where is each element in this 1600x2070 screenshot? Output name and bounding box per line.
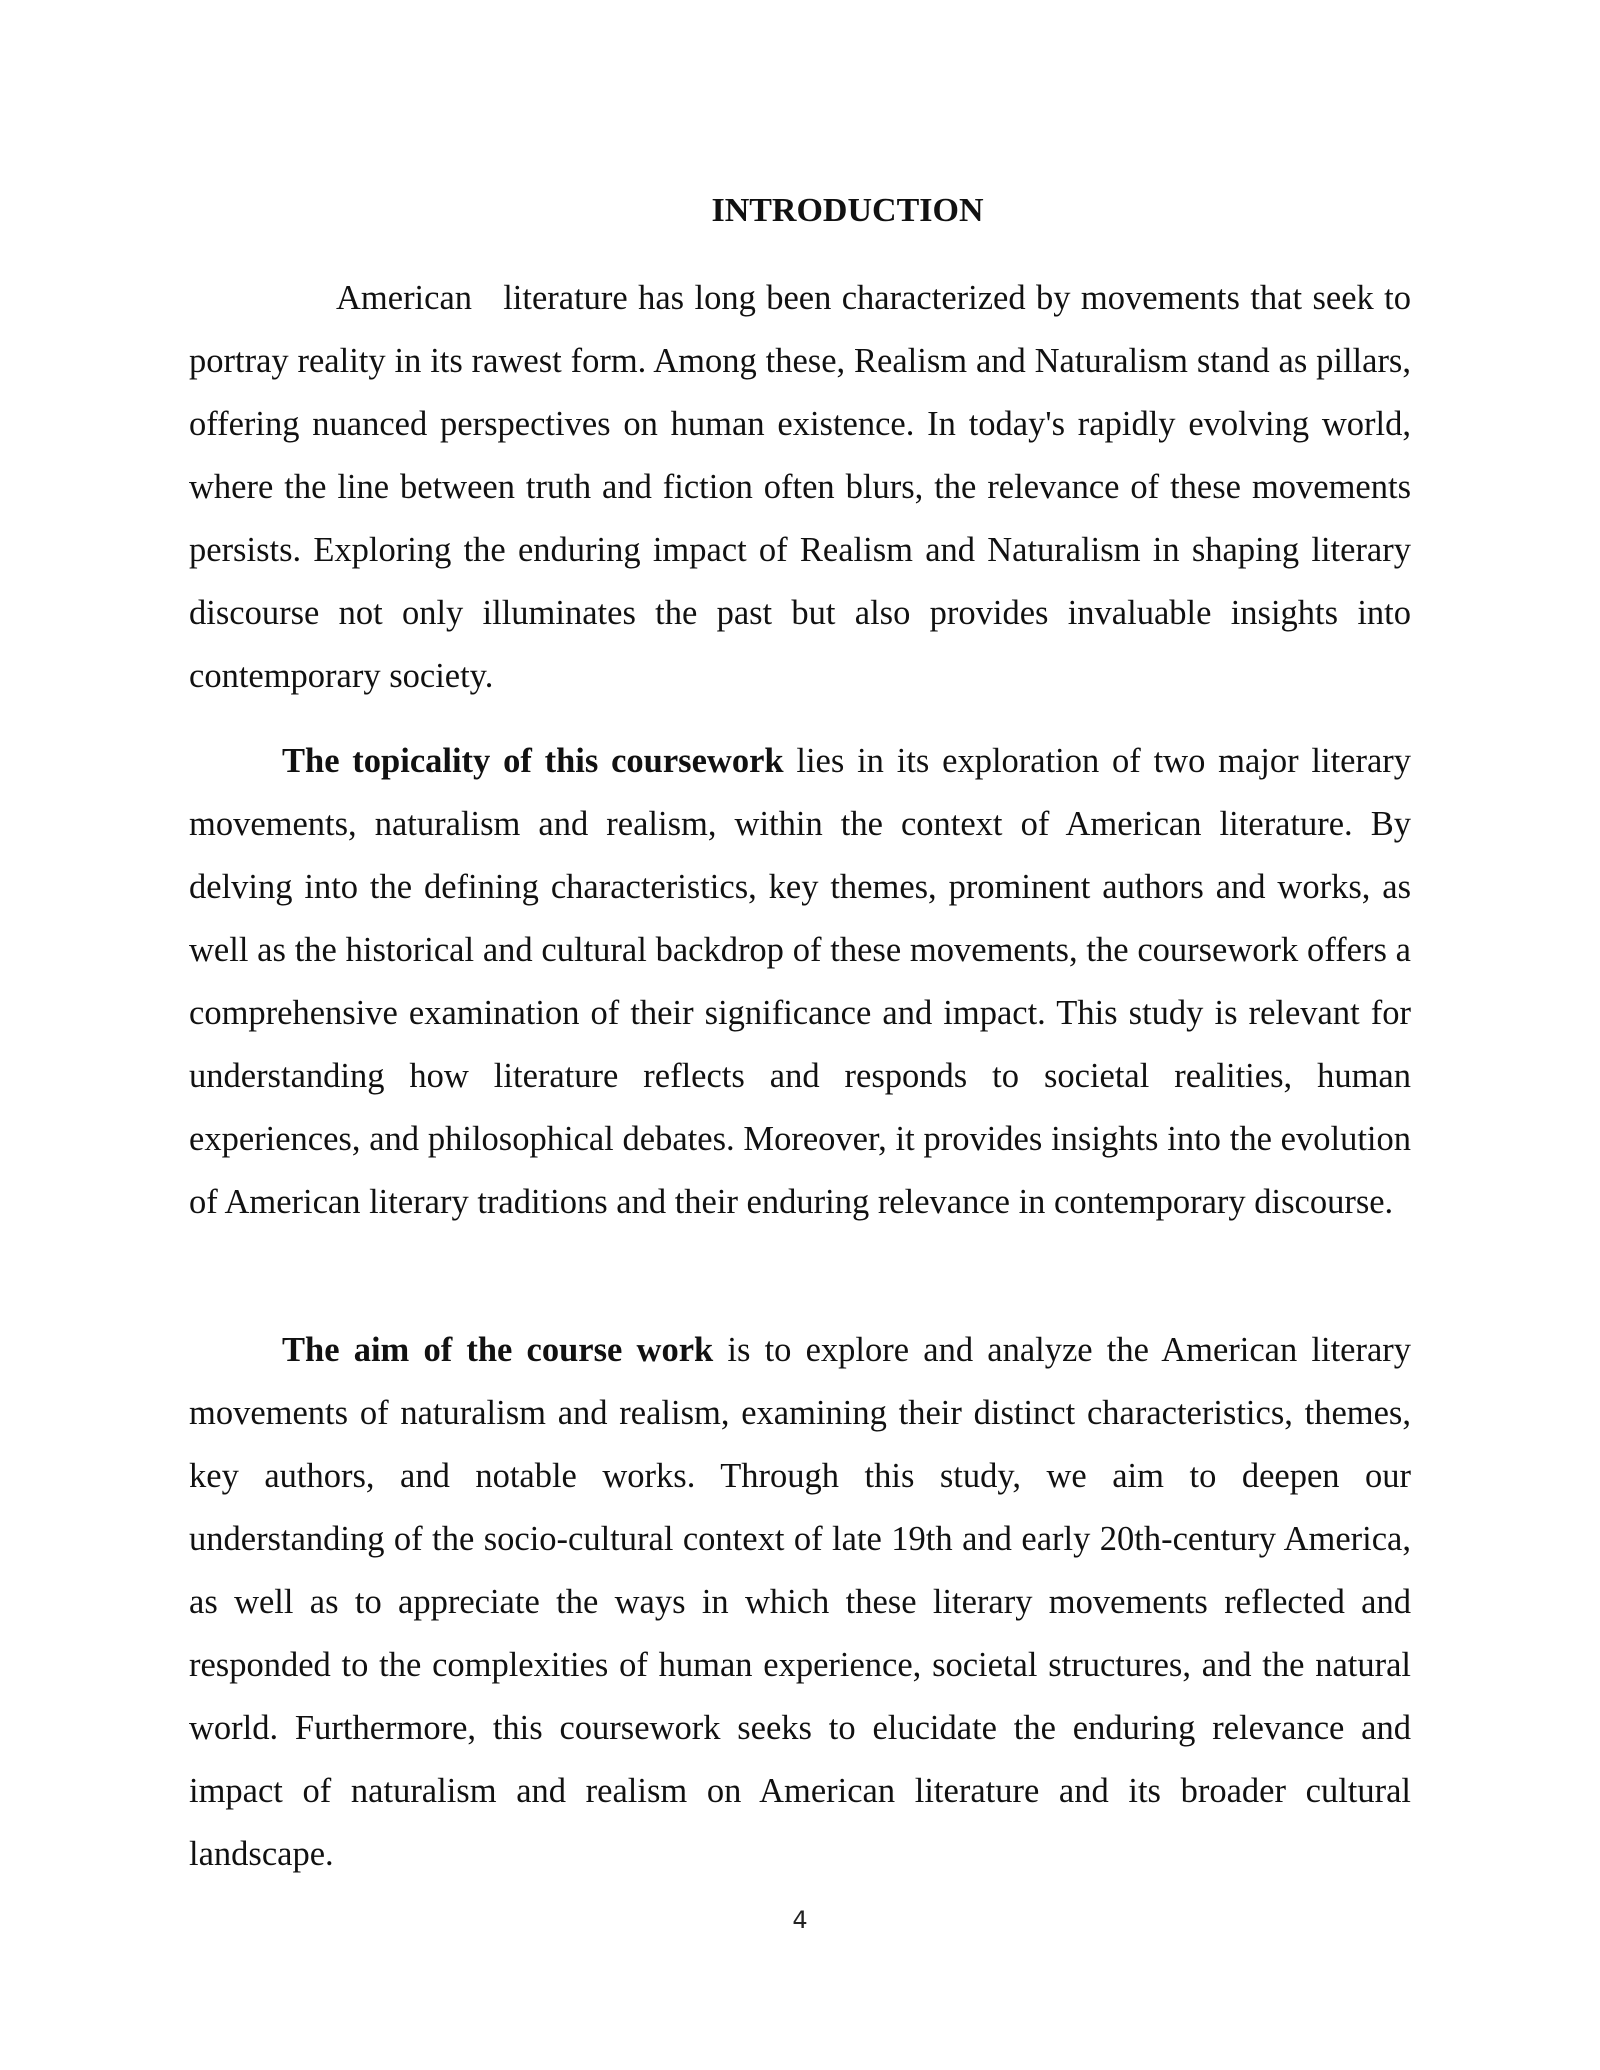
- aim-paragraph-block: [189, 1319, 1411, 1886]
- intro-paragraph-block: [189, 267, 1420, 708]
- topicality-paragraph: [189, 730, 1411, 1234]
- topicality-paragraph-block: [189, 730, 1411, 1234]
- topicality-text: lies in its exploration of two major literary movements, naturalism and realism, within the context of American literature. By delving into the defining characteristics, key themes, prominent authors and works, as well as the historical and cultural backdrop of these movements, the coursework offers a comprehensive examination of their significance and impact. This study is relevant for understanding how literature reflects and responds to societal realities, human experiences, and philosophical debates. Moreover, it provides insights into the evolution of American literary traditions and their enduring relevance in contemporary discourse.: [189, 742, 1412, 1221]
- topicality-lead: The topicality of this coursework: [282, 742, 784, 780]
- aim-text: is to explore and analyze the American literary movements of naturalism and realism, examining their distinct characteristics, themes, key authors, and notable works. Through this study, we aim to deepen our understanding of the socio-cultural context of late 19th and early 20th-century America, as well as to appreciate the ways in which these literary movements reflected and responded to the complexities of human experience, societal structures, and the natural world. Furthermore, this coursework seeks to elucidate the enduring relevance and impact of naturalism and realism on American literature and its broader cultural landscape.: [189, 1331, 1412, 1873]
- aim-paragraph: [189, 1319, 1411, 1886]
- page-number: 4: [792, 1906, 808, 1934]
- intro-paragraph: American literature has long been characterized by movements that seek to portray reality in its rawest form. Among these, Realism and Naturalism stand as pillars, offering nuanced perspectives on human existence. In today's rapidly evolving world, where the line between truth and fiction often blurs, the relevance of these movements persists. Exploring the enduring impact of Realism and Naturalism in shaping literary discourse not only illuminates the past but also provides invaluable insights into contemporary society.: [189, 279, 1420, 695]
- aim-lead: The aim of the course work: [282, 1331, 714, 1369]
- page-title: INTRODUCTION: [711, 192, 984, 229]
